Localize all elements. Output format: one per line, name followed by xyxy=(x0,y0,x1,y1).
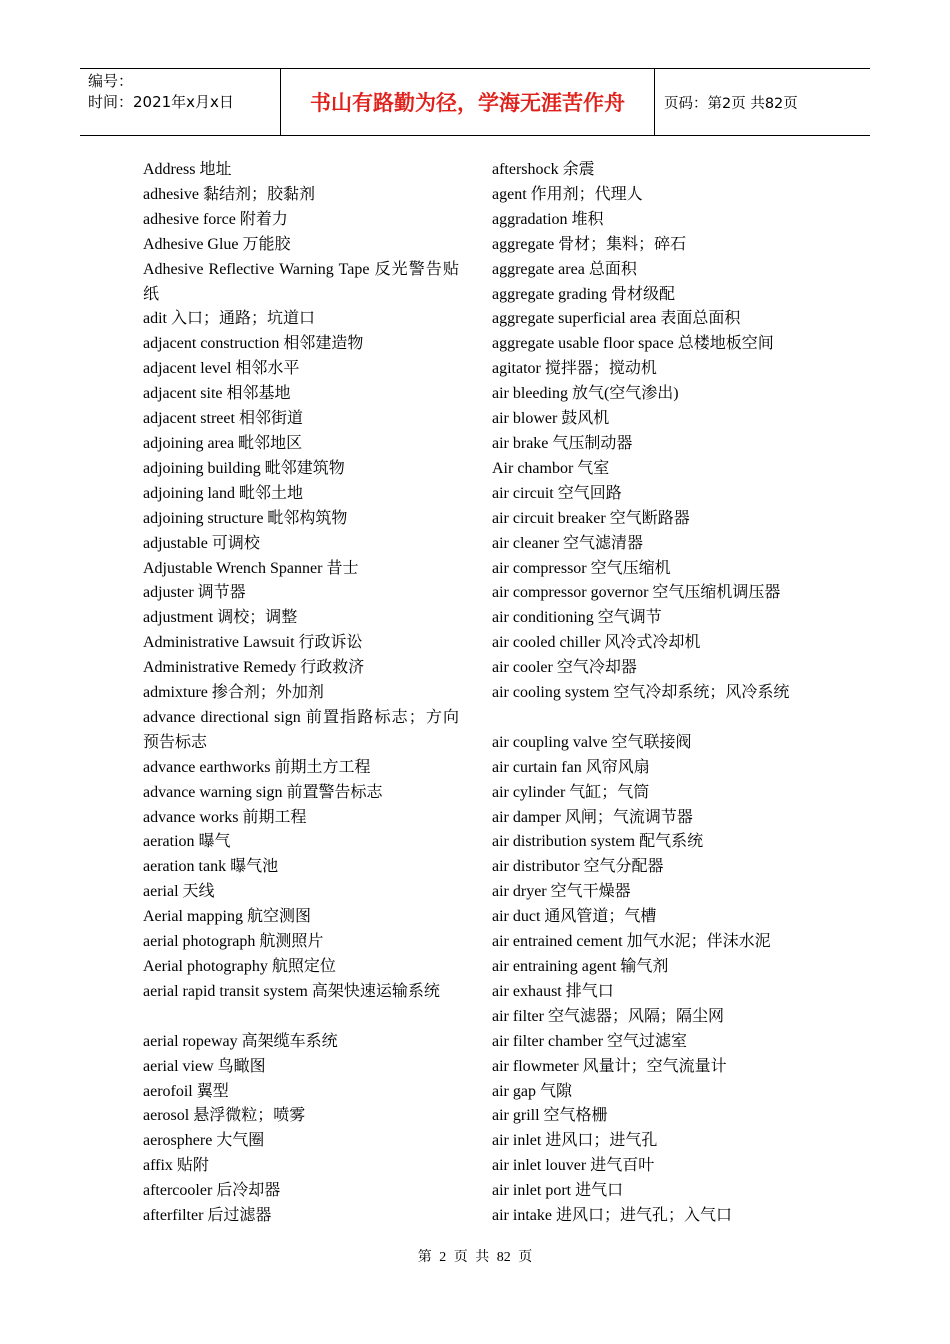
glossary-entry: air inlet 进风口；进气孔 xyxy=(492,1132,658,1150)
glossary-entry: adjacent site 相邻基地 xyxy=(143,385,291,403)
glossary-entry: air flowmeter 风量计；空气流量计 xyxy=(492,1057,727,1075)
glossary-entry: advance warning sign 前置警告标志 xyxy=(143,783,383,801)
glossary-entry: air dryer 空气干燥器 xyxy=(492,883,631,901)
glossary-entry: air grill 空气格栅 xyxy=(492,1107,608,1125)
glossary-entry: air gap 气隙 xyxy=(492,1082,572,1100)
glossary-entry: aeration tank 曝气池 xyxy=(143,858,279,876)
glossary-entry: air cooled chiller 风冷式冷却机 xyxy=(492,634,701,652)
glossary-entry: air compressor governor 空气压缩机调压器 xyxy=(492,584,781,602)
glossary-entry: afterfilter 后过滤器 xyxy=(143,1207,272,1225)
glossary-entry: aftercooler 后冷却器 xyxy=(143,1182,281,1200)
glossary-entry: air duct 通风管道；气槽 xyxy=(492,908,657,926)
glossary-entry: Adhesive Glue 万能胶 xyxy=(143,235,291,253)
glossary-entry: adjacent level 相邻水平 xyxy=(143,360,300,378)
glossary-entry: aeration 曝气 xyxy=(143,833,231,851)
glossary-entry: adhesive force 附着力 xyxy=(143,210,288,228)
glossary-entry: aerosphere 大气圈 xyxy=(143,1132,265,1150)
header-meta xyxy=(80,69,281,135)
glossary-entry: Adjustable Wrench Spanner 昔士 xyxy=(143,559,359,577)
glossary-entry: adjustment 调校；调整 xyxy=(143,609,298,627)
glossary-entry: aerosol 悬浮微粒；喷雾 xyxy=(143,1107,306,1125)
glossary-entry: air filter 空气滤器；风隔；隔尘网 xyxy=(492,1007,724,1025)
glossary-entry: air curtain fan 风帘风扇 xyxy=(492,758,650,776)
glossary-entry: air cylinder 气缸；气筒 xyxy=(492,783,650,801)
glossary-entry: adjacent construction 相邻建造物 xyxy=(143,335,364,353)
glossary-entry xyxy=(143,1005,459,1030)
glossary-entry: aerial photograph 航测照片 xyxy=(143,933,324,951)
glossary-entry: aerial view 鸟瞰图 xyxy=(143,1057,266,1075)
glossary-entry: air intake 进风口；进气孔；入气口 xyxy=(492,1207,732,1225)
glossary-entry: aftershock 余震 xyxy=(492,161,595,178)
glossary-entry: aggradation 堆积 xyxy=(492,210,604,228)
glossary-column-right xyxy=(492,158,822,1229)
glossary-entry: adjoining land 毗邻土地 xyxy=(143,484,303,502)
glossary-entry: air entraining agent 输气剂 xyxy=(492,957,669,975)
glossary-entry: air brake 气压制动器 xyxy=(492,434,633,452)
glossary-entry: air conditioning 空气调节 xyxy=(492,609,662,627)
glossary-entry: Adhesive Reflective Warning Tape 反光警告贴纸 xyxy=(143,260,459,303)
glossary-entry: adjustable 可调校 xyxy=(143,534,260,552)
glossary-entry: air exhaust 排气口 xyxy=(492,982,614,1000)
glossary-column-left xyxy=(143,158,459,1229)
glossary-entry: adjacent street 相邻街道 xyxy=(143,410,303,428)
glossary-entry: air cooler 空气冷却器 xyxy=(492,659,637,677)
glossary-entry: aggregate grading 骨材级配 xyxy=(492,285,676,303)
glossary-entry xyxy=(492,706,822,731)
glossary-entry: Aerial mapping 航空测图 xyxy=(143,908,311,926)
glossary-entry: adhesive 黏结剂；胶黏剂 xyxy=(143,185,315,203)
page-footer: 第 2 页 共 82 页 xyxy=(417,1250,533,1265)
glossary-entry: air coupling valve 空气联接阀 xyxy=(492,733,692,751)
glossary-entry: air filter chamber 空气过滤室 xyxy=(492,1032,688,1050)
glossary-entry: adjuster 调节器 xyxy=(143,584,246,602)
glossary-entry: air distribution system 配气系统 xyxy=(492,833,704,851)
glossary-entry: air entrained cement 加气水泥；伴沫水泥 xyxy=(492,933,771,951)
glossary-entry: Address 地址 xyxy=(143,161,232,178)
glossary-entry: aggregate area 总面积 xyxy=(492,260,637,278)
header-motto: 书山有路勤为径，学海无涯苦作舟 xyxy=(281,69,655,135)
glossary-entry: advance earthworks 前期土方工程 xyxy=(143,758,371,776)
glossary-entry: agitator 搅拌器；搅动机 xyxy=(492,360,657,378)
glossary-entry: affix 贴附 xyxy=(143,1157,209,1175)
glossary-entry: aggregate superficial area 表面总面积 xyxy=(492,310,741,328)
glossary-entry: air compressor 空气压缩机 xyxy=(492,559,671,577)
glossary-entry: agent 作用剂；代理人 xyxy=(492,185,643,203)
glossary-entry: air distributor 空气分配器 xyxy=(492,858,664,876)
header-page-info: 页码：第2页 共82页 xyxy=(664,95,798,112)
glossary-entry: aerofoil 翼型 xyxy=(143,1082,229,1100)
glossary-entry: adjoining building 毗邻建筑物 xyxy=(143,459,345,477)
glossary-entry: air blower 鼓风机 xyxy=(492,410,610,428)
glossary-entry: Administrative Lawsuit 行政诉讼 xyxy=(143,634,363,652)
glossary-entry: aerial rapid transit system 高架快速运输系统 xyxy=(143,982,440,1000)
glossary-entry: air cooling system 空气冷却系统；风冷系统 xyxy=(492,684,790,702)
glossary-entry: Aerial photography 航照定位 xyxy=(143,958,336,975)
glossary-entry: air cleaner 空气滤清器 xyxy=(492,534,644,552)
time-label: 时间：2021年x月x日 xyxy=(88,93,234,111)
glossary-entry: aggregate usable floor space 总楼地板空间 xyxy=(492,335,774,353)
glossary-entry: aggregate 骨材；集料；碎石 xyxy=(492,235,687,253)
glossary-entry: aerial ropeway 高架缆车系统 xyxy=(143,1032,338,1050)
glossary-entry: air damper 风闸；气流调节器 xyxy=(492,808,693,826)
glossary-entry: Air chambor 气室 xyxy=(492,459,610,477)
glossary-entry: adjoining structure 毗邻构筑物 xyxy=(143,509,348,527)
glossary-entry: air bleeding 放气(空气渗出) xyxy=(492,385,679,403)
glossary-entry: adit 入口；通路；坑道口 xyxy=(143,310,315,328)
glossary-entry: adjoining area 毗邻地区 xyxy=(143,434,303,452)
glossary-entry: air circuit 空气回路 xyxy=(492,484,622,502)
glossary-entry: Administrative Remedy 行政救济 xyxy=(143,659,365,677)
number-label: 编号： xyxy=(88,72,134,90)
glossary-entry: advance directional sign 前置指路标志；方向预告标志 xyxy=(143,708,459,751)
glossary-entry: air circuit breaker 空气断路器 xyxy=(492,509,690,527)
glossary-entry: admixture 掺合剂；外加剂 xyxy=(143,684,324,702)
glossary-entry: advance works 前期工程 xyxy=(143,808,307,826)
glossary-entry: air inlet port 进气口 xyxy=(492,1182,624,1200)
glossary-entry: air inlet louver 进气百叶 xyxy=(492,1157,655,1175)
page-header xyxy=(80,68,870,136)
glossary-entry: aerial 天线 xyxy=(143,883,215,901)
